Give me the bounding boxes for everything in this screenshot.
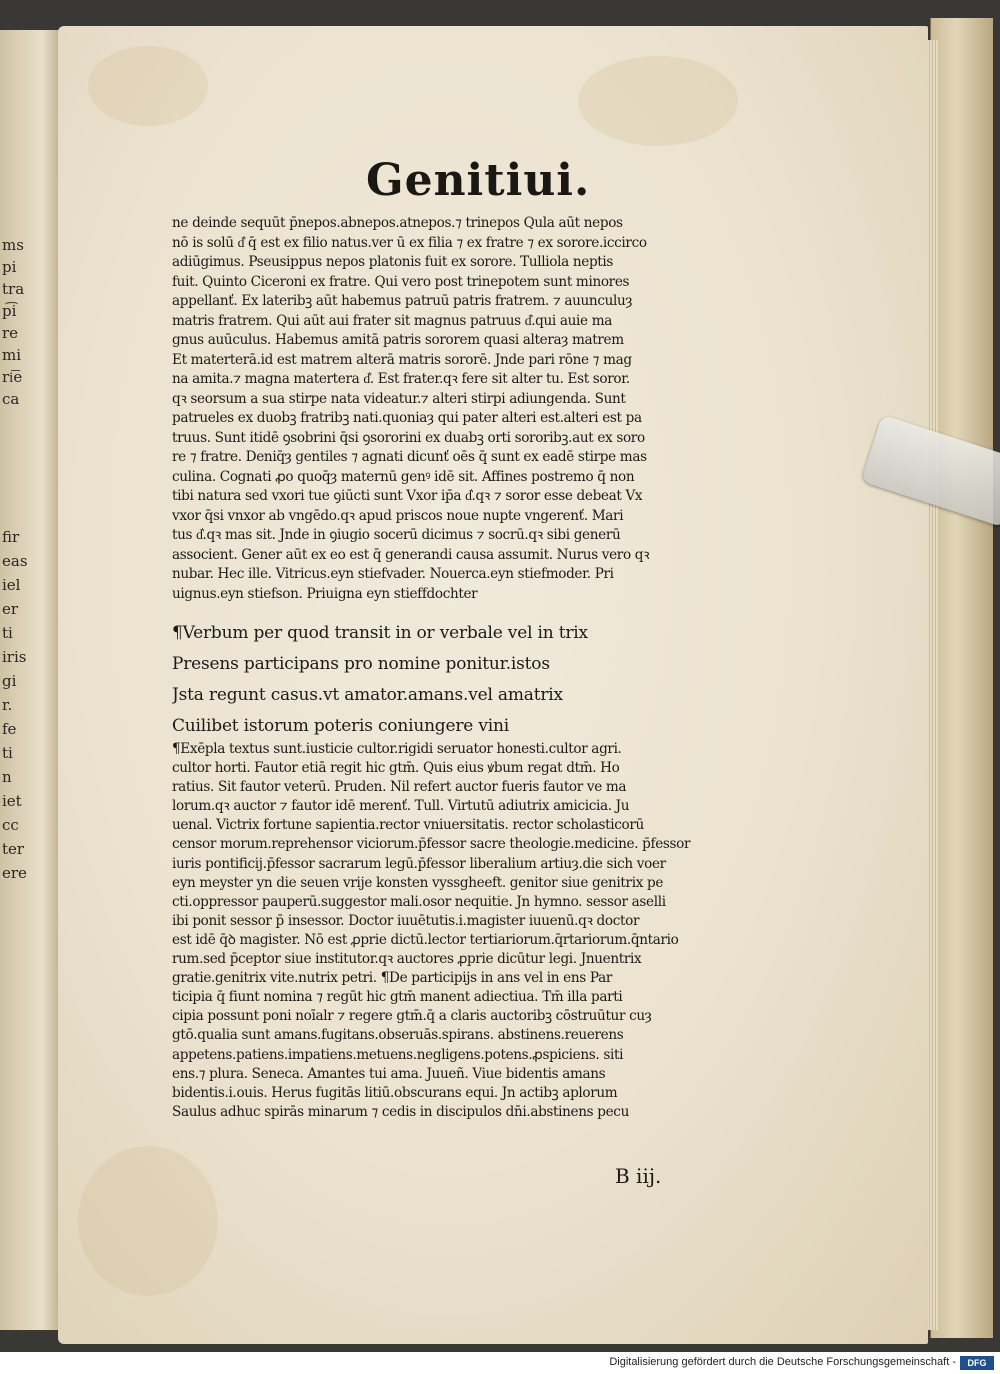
left-page-fragment: er xyxy=(2,600,19,618)
text-line: ens.⁊ plura. Seneca. Amantes tui ama. Juueñ. Viue bidentis amans xyxy=(172,1065,606,1082)
text-line: ratius. Sit fautor veterū. Pruden. Nil refert auctor fueris fautor ve ma xyxy=(172,779,627,796)
text-line: est idē q̄ꝺ magister. Nō est ꝓprie dictū.lector tertiariorum.q̄rtariorum.q̄ntario xyxy=(172,931,679,948)
left-page-fragment: ti xyxy=(2,624,13,642)
verse-line: Presens participans pro nomine ponitur.istos xyxy=(172,654,550,674)
left-page-fragment: ca xyxy=(2,390,20,408)
left-page-fragment: ter xyxy=(2,840,25,858)
text-line: patrueles ex duobꝫ fratribꝫ nati.quoniaȝ qui pater alteri est.alteri est pa xyxy=(172,410,642,426)
text-line: iuris pontificij.p̄fessor sacrarum legū.p̄fessor liberalium artiuȝ.die sich voer xyxy=(172,855,666,872)
left-page-fragment: iel xyxy=(2,576,21,594)
text-line: cipia possunt poni noīalr ⁊ regere gtm̄.q̄ a claris auctoribꝫ cōstruūtur cuȝ xyxy=(172,1008,652,1025)
left-page-fragment: ri͞e xyxy=(2,368,23,386)
footer-bar xyxy=(0,1352,1000,1374)
text-line: ¶Exēpla textus sunt.iusticie cultor.rigidi seruator honesti.cultor agri. xyxy=(172,741,622,757)
left-page-fragment: gi xyxy=(2,672,17,690)
text-line: nubar. Hec ille. Vitricus.eyn stiefvader. Nouerca.eyn stiefmoder. Pri xyxy=(172,566,614,582)
left-page-fragment: n xyxy=(2,768,12,786)
book-cover-board xyxy=(930,18,993,1338)
text-line: gtō.qualia sunt amans.fugitans.obseruās.spirans. abstinens.reuerens xyxy=(172,1027,624,1044)
signature-mark: B iij. xyxy=(615,1164,662,1188)
text-line: qꝛ seorsum a sua stirpe nata videatur.⁊ alteri stirpi adiungenda. Sunt xyxy=(172,390,626,407)
funding-credit: Digitalisierung gefördert durch die Deutsche Forschungsgemeinschaft - xyxy=(609,1356,956,1368)
text-line: uignus.eyn stiefson. Priuigna eyn stieffdochter xyxy=(172,585,478,602)
paragraph-2 xyxy=(172,740,747,1122)
text-line: re ⁊ fratre. Deniq̄ȝ gentiles ⁊ agnati dicunť oēs q̄ sunt ex eadē stirpe mas xyxy=(172,449,647,465)
left-page-edge xyxy=(0,30,60,1330)
text-line: vxor q̄si vnxor ab vngēdo.qꝛ apud priscos noue nupte vngerenť. Mari xyxy=(172,507,624,524)
text-line: rum.sed p̄ceptor siue institutor.qꝛ auctores ꝓprie dicūtur legi. Jnuentrix xyxy=(172,951,642,968)
left-page-fragment: ti xyxy=(2,744,13,762)
left-page-fragment: ms xyxy=(2,236,24,254)
text-line: Et materterā.id est matrem alterā matris sororē. Jnde pari rōne ⁊ mag xyxy=(172,351,632,368)
text-line: ticipia q̄ fiunt nomina ⁊ regūt hic gtm̄ manent adiectiua. Tm̄ illa parti xyxy=(172,989,623,1006)
text-line: ibi ponit sessor p̄ insessor. Doctor iuuētutis.i.magister iuuenū.qꝛ doctor xyxy=(172,912,640,929)
text-line: matris fratrem. Qui aūt aui frater sit magnus patruus d͛.qui auie ma xyxy=(172,312,613,329)
left-page-fragment: r. xyxy=(2,696,13,714)
left-page-fragment: fir xyxy=(2,528,20,546)
left-page-fragment: pi xyxy=(2,258,17,276)
left-page-fragment: iris xyxy=(2,648,27,666)
verse-line: ¶Verbum per quod transit in or verbale vel in trix xyxy=(172,623,588,643)
text-line: eyn meyster yn die seuen vrije konsten vyssgheeft. genitor siue genitrix pe xyxy=(172,874,664,891)
paragraph-1 xyxy=(172,214,747,604)
text-line: gnus auūculus. Habemus amitā patris sororem quasi alteraȝ matrem xyxy=(172,332,624,348)
text-line: Saulus adhuc spirās minarum ⁊ cedis in discipulos dn̄i.abstinens pecu xyxy=(172,1103,629,1120)
text-line: culina. Cognati ꝓo quoq̄ȝ maternū genꝰ idē sit. Affines postremo q̄ non xyxy=(172,468,635,485)
text-line: uenal. Victrix fortune sapientia.rector vniuersitatis. rector scholasticorū xyxy=(172,817,644,834)
text-line: cti.oppressor pauperū.suggestor mali.osor nequitie. Jn hymno. sessor aselli xyxy=(172,893,666,910)
text-line: fuit. Quinto Ciceroni ex fratre. Qui vero post trinepotem sunt minores xyxy=(172,273,630,290)
text-line: cultor horti. Fautor etiā regit hic gtm̄. Quis eius ꝟbum regat dtm̄. Ho xyxy=(172,760,620,777)
text-line: associent. Gener aūt ex eo est q̄ generandi causa assumit. Nurus vero qꝛ xyxy=(172,546,650,563)
page-heading: Genitiui. xyxy=(366,155,591,206)
left-page-fragment: ere xyxy=(2,864,27,882)
left-page-fragment: mi xyxy=(2,346,22,364)
text-line: appetens.patiens.impatiens.metuens.negligens.potens.ꝓspiciens. siti xyxy=(172,1046,624,1063)
text-line: censor morum.reprehensor viciorum.p̄fessor sacre theologie.medicine. p̄fessor xyxy=(172,836,691,853)
text-line: lorum.qꝛ auctor ⁊ fautor idē merenť. Tull. Virtutū adiutrix amicicia. Ju xyxy=(172,798,630,815)
text-line: bidentis.i.ouis. Herus fugitās litiū.obscurans equi. Jn actibꝫ aplorum xyxy=(172,1084,618,1101)
text-line: nō is solū d͛ q̄ est ex filio natus.ver ū ex filia ⁊ ex fratre ⁊ ex sorore.iccirco xyxy=(172,234,647,251)
text-line: tus d͛.qꝛ mas sit. Jnde in ꝯiugio socerū dicimus ⁊ socrū.qꝛ sibi generū xyxy=(172,527,621,543)
text-line: na amita.⁊ magna matertera d͛. Est frater.qꝛ fere sit alter tu. Est soror. xyxy=(172,371,630,387)
left-page-fragment: fe xyxy=(2,720,17,738)
left-page-fragment: eas xyxy=(2,552,28,570)
left-page-fragment: p͡i xyxy=(2,302,17,320)
text-line: adiūgimus. Pseusippus nepos platonis fuit ex sorore. Tulliola neptis xyxy=(172,254,614,270)
text-line: appellanť. Ex lateribꝫ aūt habemus patruū patris fratrem. ⁊ auunculuȝ xyxy=(172,293,633,309)
verse-block xyxy=(172,618,747,742)
left-page-fragment: cc xyxy=(2,816,19,834)
text-line: truus. Sunt itidē ꝯsobrini q̄si ꝯsororini ex duabꝫ orti sororibꝫ.aut ex soro xyxy=(172,429,645,446)
left-page-fragment: re xyxy=(2,324,19,342)
text-line: gratie.genitrix vite.nutrix petri. ¶De participijs in ans vel in ens Par xyxy=(172,970,612,987)
text-line: tibi natura sed vxori tue ꝯiūcti sunt Vxor ip̄a d͛.qꝛ ⁊ soror esse debeat Vx xyxy=(172,488,643,504)
left-page-fragment: tra xyxy=(2,280,25,298)
dfg-logo: DFG xyxy=(960,1356,994,1370)
verse-line: Cuilibet istorum poteris coniungere vini xyxy=(172,716,509,736)
verse-line: Jsta regunt casus.vt amator.amans.vel amatrix xyxy=(172,685,563,705)
left-page-fragment: iet xyxy=(2,792,22,810)
text-line: ne deinde sequūt p̄nepos.abnepos.atnepos.⁊ trinepos Qula aūt nepos xyxy=(172,215,623,231)
